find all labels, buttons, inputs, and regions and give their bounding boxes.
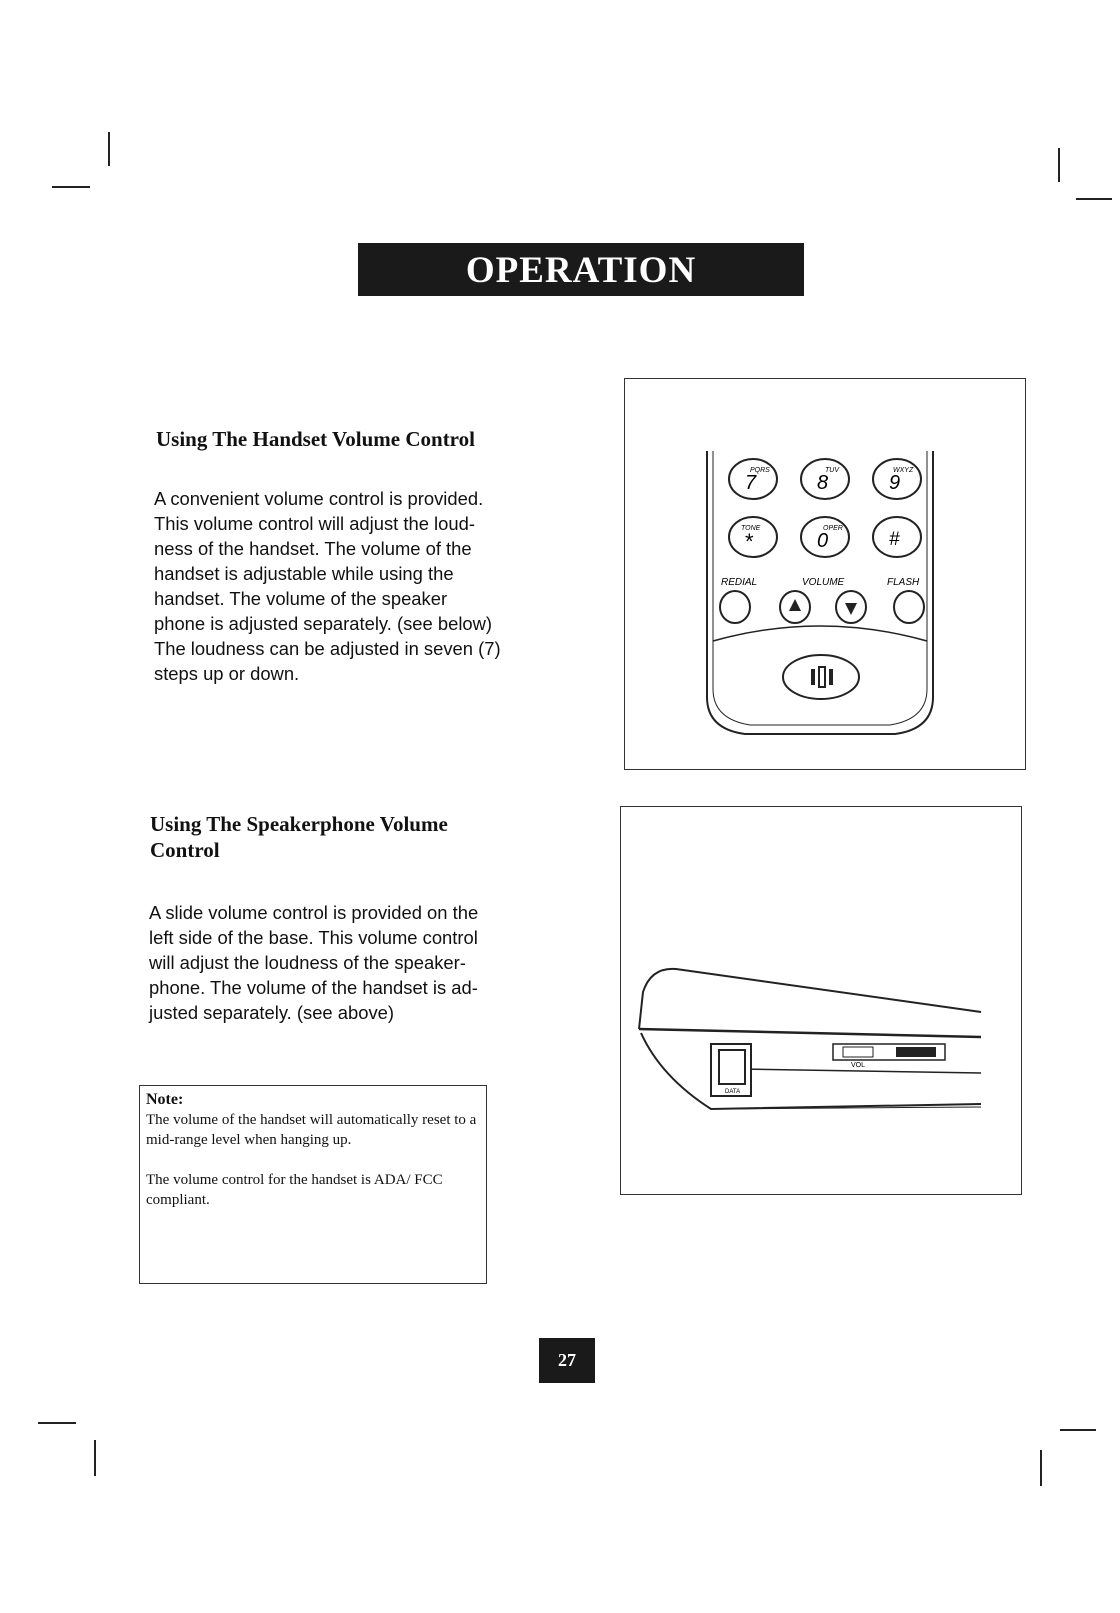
section-banner: OPERATION <box>358 243 804 296</box>
crop-mark <box>1060 1429 1096 1431</box>
key-9 <box>873 459 921 499</box>
volume-down-button <box>836 591 866 623</box>
svg-text:9: 9 <box>889 472 901 494</box>
svg-text:*: * <box>745 529 754 554</box>
speaker-button <box>783 655 859 699</box>
crop-mark <box>38 1422 76 1424</box>
crop-mark <box>108 132 110 166</box>
key-8 <box>801 459 849 499</box>
data-label: DATA <box>725 1089 741 1095</box>
key-hash <box>873 517 921 557</box>
svg-text:0: 0 <box>817 530 829 552</box>
key-star <box>729 517 777 557</box>
svg-text:OPER: OPER <box>823 525 843 532</box>
keypad-illustration <box>625 379 1025 769</box>
redial-button <box>720 591 750 623</box>
base-illustration <box>621 807 1021 1194</box>
svg-text:PQRS: PQRS <box>750 467 770 474</box>
note-text-reset: The volume of the handset will automatically reset to a mid-range level when hanging up. <box>146 1112 477 1148</box>
page-number: 27 <box>539 1338 595 1383</box>
keypad-figure <box>624 378 1026 770</box>
key-0 <box>801 517 849 557</box>
key-7 <box>729 459 777 499</box>
volume-up-button <box>780 591 810 623</box>
note-title: Note: <box>146 1091 184 1108</box>
crop-mark <box>1076 198 1112 200</box>
handset-volume-heading: Using The Handset Volume Control <box>156 427 475 451</box>
svg-text:8: 8 <box>817 472 829 494</box>
volume-label: VOLUME <box>802 577 845 588</box>
redial-label: REDIAL <box>721 577 758 588</box>
flash-button <box>894 591 924 623</box>
speakerphone-volume-text: A slide volume control is provided on the left side of the base. This volume control will adjust the loudness of the speaker- phone. The volume of the handset is ad- justed separately. (see above) <box>149 902 479 1023</box>
crop-mark <box>94 1440 96 1476</box>
base-side-figure <box>620 806 1022 1195</box>
svg-text:TUV: TUV <box>825 467 839 474</box>
speakerphone-volume-heading: Using The Speakerphone Volume Control <box>150 812 448 862</box>
handset-volume-text: A convenient volume control is provided. This volume control will adjust the loud- ness of the handset. The volume of the handset is adjustable while using the handset. The volume of the speaker phone is adjusted separately. (see below) The loudness can be adjusted in seven (7) steps up or down. <box>154 488 501 684</box>
crop-mark <box>1040 1450 1042 1486</box>
note-text-compliance: The volume control for the handset is ADA/ FCC compliant. <box>146 1172 443 1208</box>
svg-text:7: 7 <box>745 472 757 494</box>
crop-mark <box>52 186 90 188</box>
svg-text:WXYZ: WXYZ <box>893 467 914 474</box>
svg-text:TONE: TONE <box>741 525 761 532</box>
flash-label: FLASH <box>887 577 920 588</box>
note-box <box>139 1085 487 1284</box>
crop-mark <box>1058 148 1060 182</box>
vol-label: VOL <box>851 1062 866 1069</box>
svg-text:#: # <box>889 529 900 550</box>
